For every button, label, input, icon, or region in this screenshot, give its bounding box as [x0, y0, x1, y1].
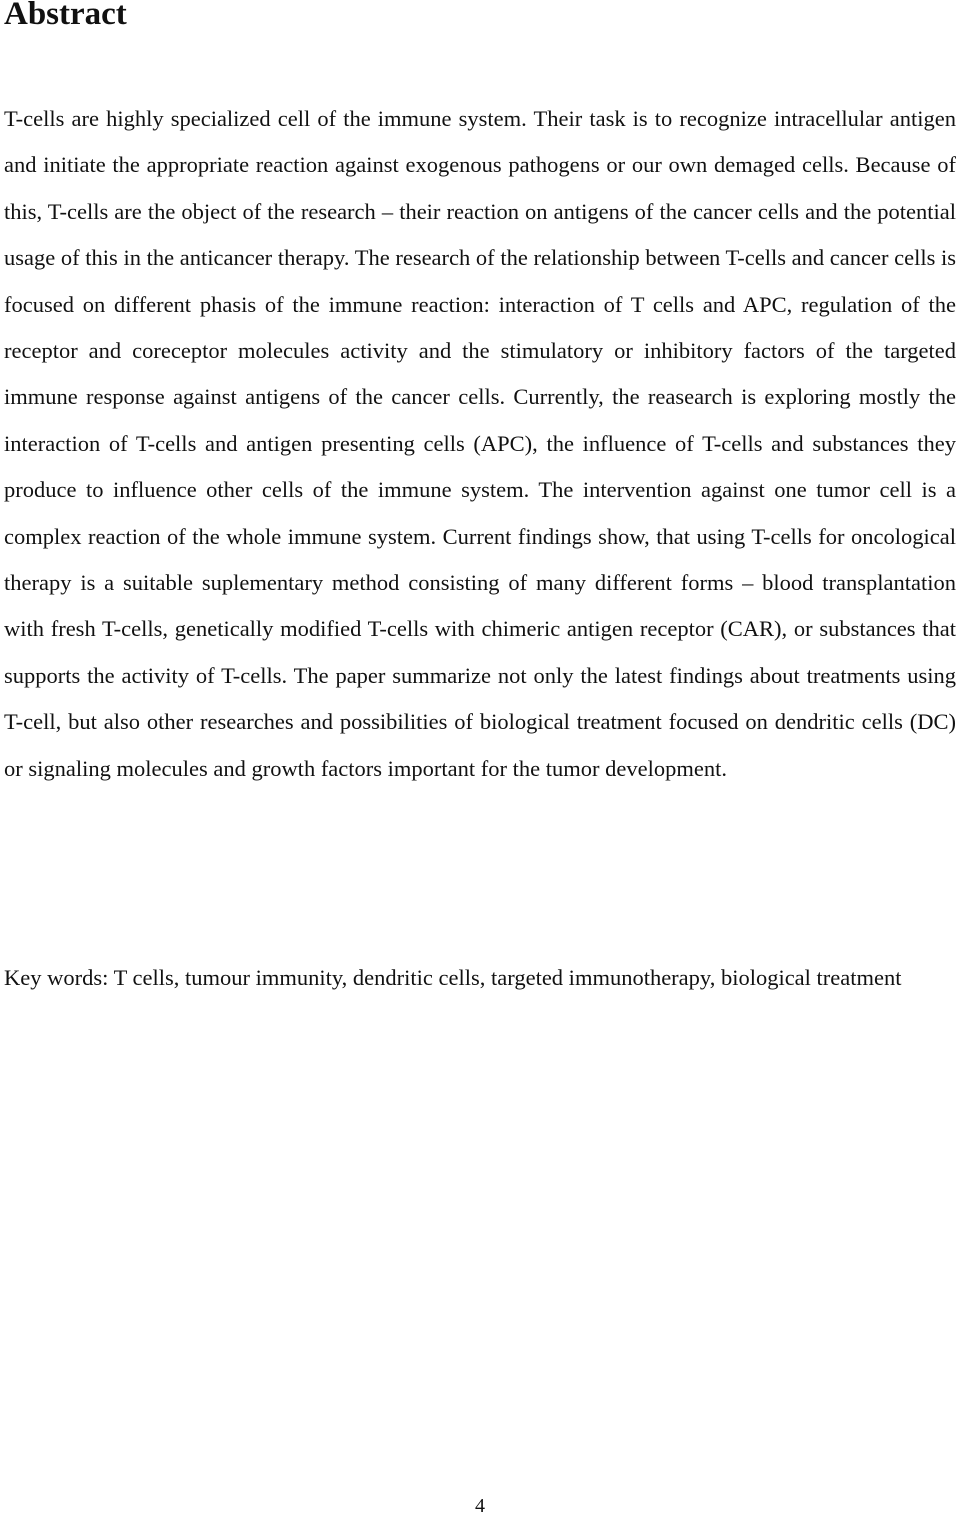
- abstract-paragraph: T-cells are highly specialized cell of the immune system. Their task is to recognize intracellular antigen and initiate the appropriate reaction against exogenous pathogens or our own demaged cells. Because of this, T-cells are the object of the research – their reaction on antigens of the cancer cells and the potential usage of this in the anticancer therapy. The research of the relationship between T-cells and cancer cells is focused on different phasis of the immune reaction: interaction of T cells and APC, regulation of the receptor and coreceptor molecules activity and the stimulatory or inhibitory factors of the targeted immune response against antigens of the cancer cells. Currently, the reasearch is exploring mostly the interaction of T-cells and antigen presenting cells (APC), the influence of T-cells and substances they produce to influence other cells of the immune system. The intervention against one tumor cell is a complex reaction of the whole immune system. Current findings show, that using T-cells for oncological therapy is a suitable suplementary method consisting of many different forms – blood transplantation with fresh T-cells, genetically modified T-cells with chimeric antigen receptor (CAR), or substances that supports the activity of T-cells. The paper summarize not only the latest findings about treatments using T-cell, but also other researches and possibilities of biological treatment focused on dendritic cells (DC) or signaling molecules and growth factors important for the tumor development.: [4, 106, 956, 781]
- keywords-paragraph: Key words: T cells, tumour immunity, dendritic cells, targeted immunotherapy, biological treatment: [4, 965, 902, 990]
- page-number: 4: [475, 1495, 485, 1517]
- section-heading: Abstract: [4, 0, 127, 32]
